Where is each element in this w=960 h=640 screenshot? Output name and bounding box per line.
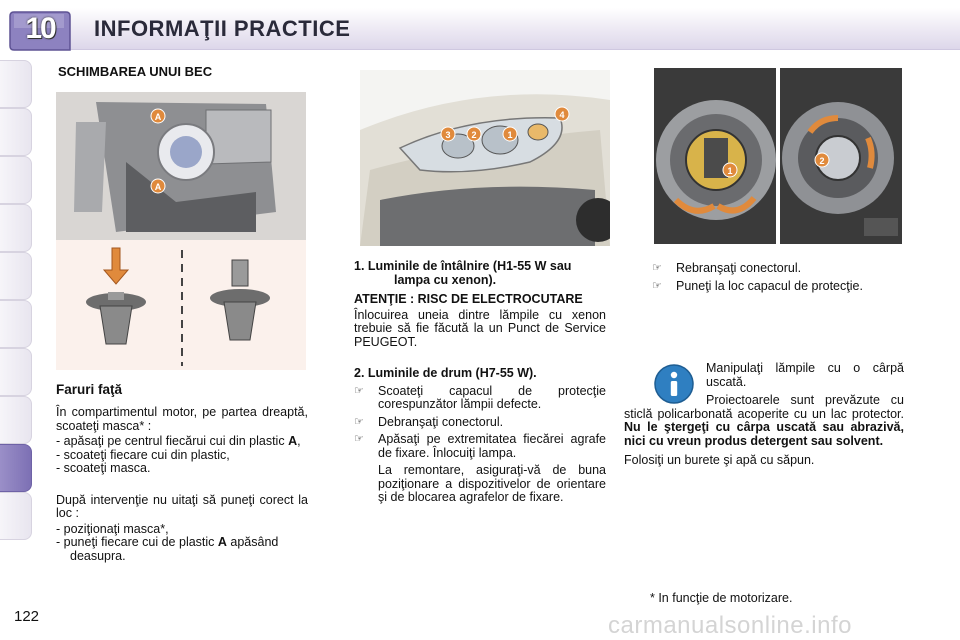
plastic-clips-diagram [56, 240, 306, 370]
chapter-number: 10 [25, 12, 55, 45]
paragraph-intro: În compartimentul motor, pe partea dreaptă, scoateţi masca* : [56, 405, 308, 433]
footnote: * In funcţie de motorizare. [650, 591, 793, 605]
list-item-text: Puneţi la loc capacul de protecţie. [676, 278, 863, 293]
label-1: 1 [727, 166, 733, 176]
pointer-icon: ☞ [652, 262, 662, 274]
page-title: INFORMAŢII PRACTICE [94, 16, 351, 41]
chapter-tabs [0, 60, 34, 540]
list-item-suffix: , [297, 434, 301, 448]
list-item-text: - puneţi fiecare cui de plastic [56, 535, 218, 549]
list-item-text: Debranşaţi conectorul. [378, 414, 504, 429]
list-item [354, 433, 606, 460]
chapter-tab[interactable] [0, 300, 32, 348]
subheading-front-lights: Faruri faţă [56, 382, 123, 397]
column-3-steps [652, 262, 904, 293]
page-number: 122 [14, 608, 40, 625]
label-4: 4 [559, 110, 565, 120]
list-item-text: Scoateţi capacul de protecţie corespunzător lămpii defecte. [378, 383, 606, 411]
pointer-icon: ☞ [354, 433, 364, 445]
item-2-heading: 2. Luminile de drum (H7-55 W). [354, 366, 537, 380]
list-item [56, 536, 308, 563]
list-item-text: Apăsaţi pe extremitatea fiecărei agrafe de fixare. Înlocuiţi lampa. [378, 432, 606, 460]
info-line-1: Manipulaţi lămpile cu o cârpă uscată. [706, 361, 904, 389]
item-1-heading: 1. Luminile de întâlnire (H1-55 W sau lampa cu xenon). [354, 259, 572, 287]
label-1: 1 [507, 130, 513, 140]
list-item [354, 385, 606, 412]
chapter-tab[interactable] [0, 396, 32, 444]
list-item-text: - scoateţi masca. [56, 461, 151, 475]
list-item-bold: A [288, 434, 298, 448]
pointer-icon: ☞ [354, 384, 364, 397]
info-box-text [624, 362, 904, 468]
label-3: 3 [445, 130, 451, 140]
bulb-removal-image-1 [654, 68, 776, 244]
list-item [56, 523, 308, 537]
chapter-tab[interactable] [0, 252, 32, 300]
list-item [56, 449, 308, 463]
chapter-tab-active[interactable] [0, 444, 32, 492]
info-line-3: Folosiţi un burete şi apă cu săpun. [624, 453, 815, 467]
info-line-2-lead: Proiectoarele sunt prevăzute cu sticlă policarbonată acoperite cu un lac protector. [624, 393, 904, 421]
chapter-tab[interactable] [0, 108, 32, 156]
car-headlight-image [360, 70, 610, 246]
list-item-text: - scoateţi fiecare cui din plastic, [56, 447, 230, 462]
list-item [56, 435, 308, 449]
engine-compartment-image [56, 92, 306, 240]
list-item-bold: A [217, 535, 227, 549]
chapter-tab[interactable] [0, 492, 32, 540]
chapter-tab[interactable] [0, 348, 32, 396]
label-2: 2 [471, 130, 477, 140]
info-line-2-bold: Nu le ştergeţi cu cârpa uscată sau abrazivă, nici cu vreun produs detergent sau solvent. [624, 420, 904, 448]
pointer-icon: ☞ [652, 279, 662, 292]
paragraph-after: După intervenţie nu uitaţi să puneţi corect la loc : [56, 492, 308, 520]
list-item-suffix: apăsând deasupra. [70, 535, 279, 563]
chapter-tab[interactable] [0, 204, 32, 252]
warning-heading: ATENŢIE : RISC DE ELECTROCUTARE [354, 292, 583, 306]
list-item [652, 262, 904, 276]
remount-text: La remontare, asiguraţi-vă de buna poziţionare a dispozitivelor de orientare şi de blocarea agrafelor de fixare. [378, 463, 606, 504]
chapter-tab[interactable] [0, 60, 32, 108]
column-2-text [354, 260, 606, 505]
warning-text: Înlocuirea uneia dintre lămpile cu xenon trebuie să fie făcută la un Punct de Service PEUGEOT. [354, 307, 606, 349]
list-item [56, 462, 308, 476]
watermark: carmanualsonline.info [608, 612, 852, 639]
info-line-2 [624, 394, 904, 448]
list-item-text: - poziţionaţi masca*, [56, 521, 169, 536]
label-a-top: A [154, 112, 162, 122]
chapter-tab[interactable] [0, 156, 32, 204]
column-1-text [56, 382, 308, 563]
bulb-removal-image-2 [780, 68, 902, 244]
list-item [652, 280, 904, 294]
list-item [354, 416, 606, 430]
list-item-text: - apăsaţi pe centrul fiecărui cui din plastic [56, 434, 289, 448]
label-a-bottom: A [154, 182, 162, 192]
section-title: SCHIMBAREA UNUI BEC [58, 64, 213, 79]
pointer-icon: ☞ [354, 415, 364, 428]
list-item-text: Rebranşaţi conectorul. [676, 261, 802, 275]
label-2: 2 [819, 156, 825, 166]
